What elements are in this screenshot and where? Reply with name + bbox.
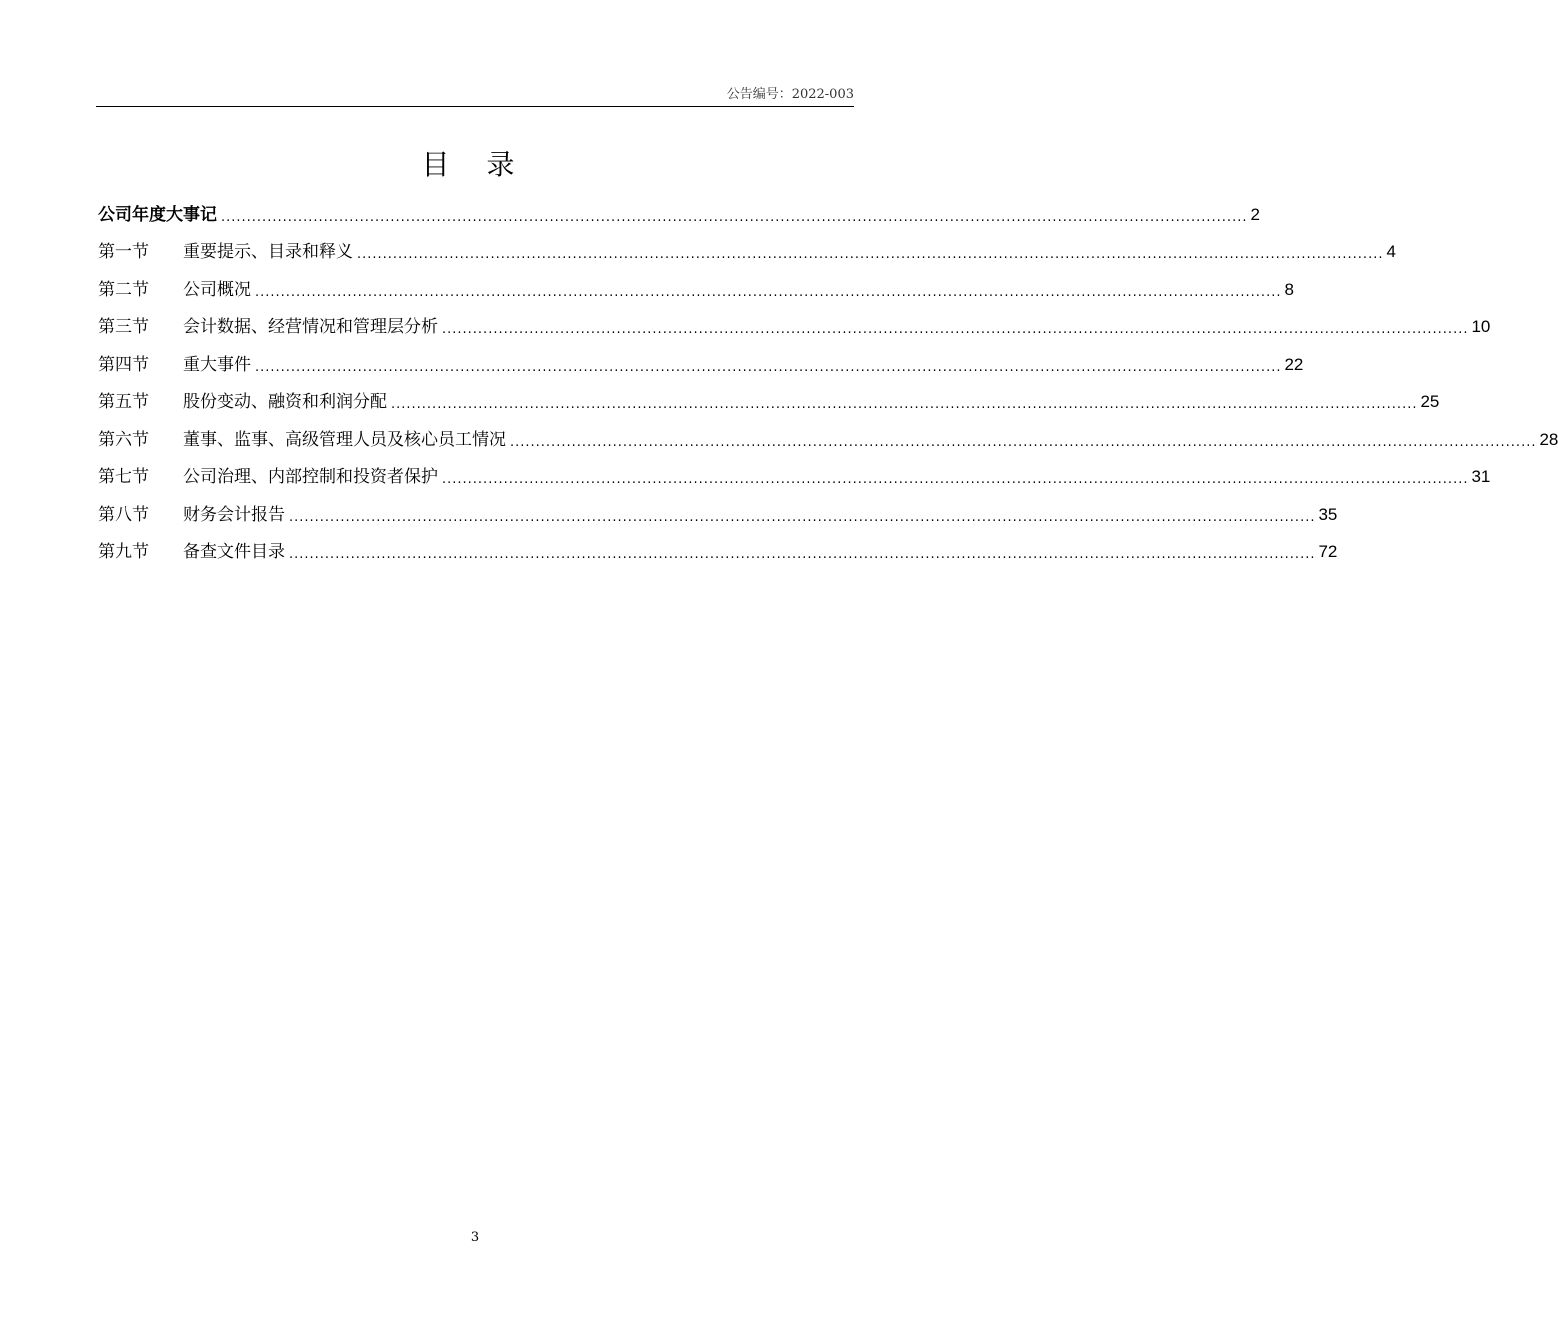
- toc-entry-section: 第八节: [98, 504, 149, 525]
- toc-entry-page: 22: [1284, 354, 1304, 374]
- toc-entry-page: 28: [1539, 429, 1558, 449]
- toc-entry[interactable]: [98, 384, 1440, 422]
- toc-entry[interactable]: [98, 346, 1304, 384]
- toc-entry-title: 公司治理、内部控制和投资者保护: [183, 467, 438, 488]
- toc-entry-section: 第五节: [98, 392, 149, 413]
- toc-entry-section: 第二节: [98, 279, 149, 300]
- toc-entry-title: 重要提示、目录和释义: [183, 242, 353, 263]
- toc-entry[interactable]: [98, 234, 1396, 272]
- toc-entry-page: 35: [1318, 504, 1338, 524]
- toc-entry-page: 2: [1250, 204, 1260, 224]
- toc-entry-page: 10: [1471, 317, 1491, 337]
- toc-entry-section: 第三节: [98, 317, 149, 338]
- toc-entry-title: 财务会计报告: [183, 504, 285, 525]
- toc-leader-dots: ........................................................................................................................................................................................................: [357, 247, 1384, 263]
- toc-entry[interactable]: [98, 196, 1260, 234]
- toc-entry[interactable]: [98, 496, 1338, 534]
- toc-entry-title: 公司年度大事记: [98, 204, 217, 225]
- toc-leader-dots: ........................................................................................................................................................................................................: [510, 434, 1537, 450]
- toc-entry-section: 第九节: [98, 542, 149, 563]
- toc-entry-title: 会计数据、经营情况和管理层分析: [183, 317, 438, 338]
- toc-leader-dots: ........................................................................................................................................................................................................: [289, 509, 1316, 525]
- toc-entry-page: 31: [1471, 467, 1491, 487]
- toc-leader-dots: ........................................................................................................................................................................................................: [289, 547, 1316, 563]
- toc-entry-title: 重大事件: [183, 354, 251, 375]
- toc-entry-title: 股份变动、融资和利润分配: [183, 392, 387, 413]
- announcement-number: 公告编号：2022-003: [726, 87, 854, 102]
- toc-entry[interactable]: [98, 534, 1338, 572]
- toc-entry[interactable]: [98, 459, 1491, 497]
- toc-entry-section: 第七节: [98, 467, 149, 488]
- page-number: 3: [470, 1230, 480, 1245]
- toc-entry-title: 备查文件目录: [183, 542, 285, 563]
- toc-entry-section: 第一节: [98, 242, 149, 263]
- toc-entry[interactable]: [98, 309, 1491, 347]
- toc-leader-dots: ........................................................................................................................................................................................................: [255, 284, 1282, 300]
- table-of-contents: [98, 196, 1558, 571]
- toc-leader-dots: ........................................................................................................................................................................................................: [391, 397, 1418, 413]
- toc-leader-dots: ........................................................................................................................................................................................................: [255, 359, 1282, 375]
- toc-entry-title: 公司概况: [183, 279, 251, 300]
- toc-entry-title: 董事、监事、高级管理人员及核心员工情况: [183, 429, 506, 450]
- toc-entry-section: 第六节: [98, 429, 149, 450]
- page-header: [96, 86, 854, 107]
- toc-entry-page: 25: [1420, 392, 1440, 412]
- toc-entry-page: 8: [1284, 279, 1294, 299]
- toc-leader-dots: ........................................................................................................................................................................................................: [221, 209, 1248, 225]
- toc-entry[interactable]: [98, 421, 1558, 459]
- toc-leader-dots: ........................................................................................................................................................................................................: [442, 322, 1469, 338]
- toc-title: 目 录: [421, 148, 529, 181]
- toc-leader-dots: ........................................................................................................................................................................................................: [442, 472, 1469, 488]
- toc-entry-section: 第四节: [98, 354, 149, 375]
- toc-entry-page: 4: [1386, 242, 1396, 262]
- toc-entry-page: 72: [1318, 542, 1338, 562]
- toc-entry[interactable]: [98, 271, 1294, 309]
